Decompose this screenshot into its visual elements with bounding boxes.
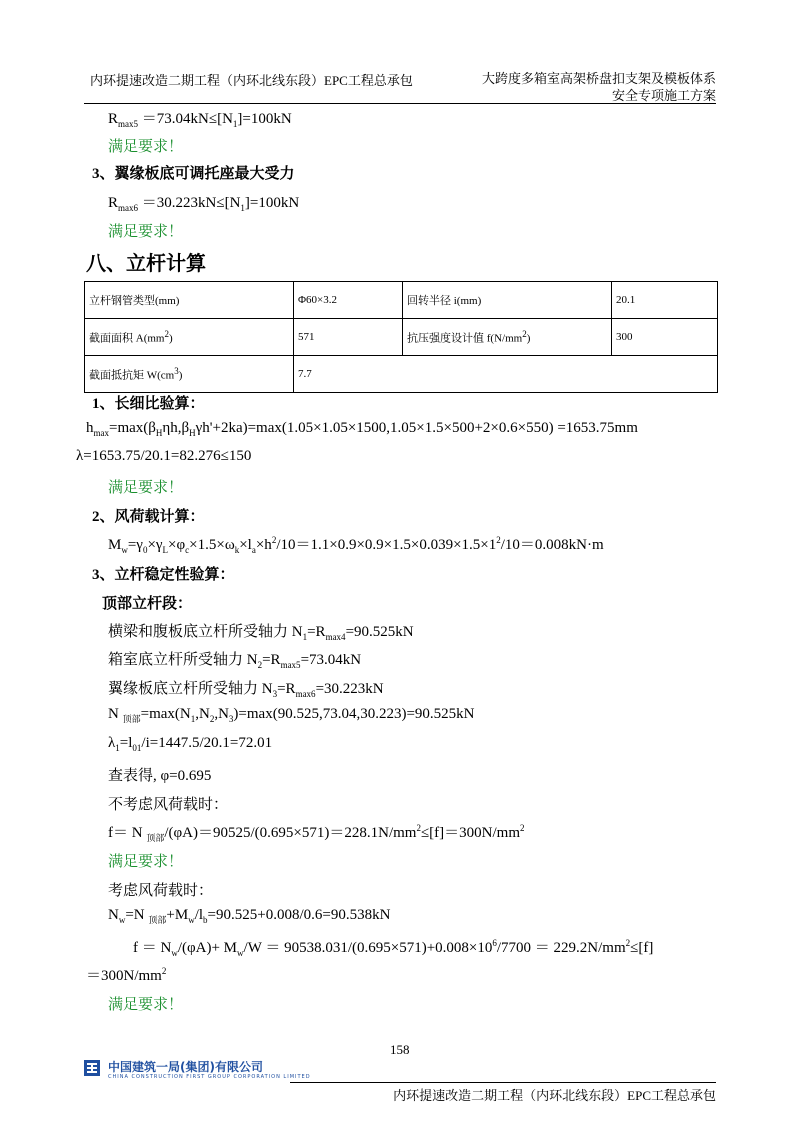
- table-row: [85, 319, 718, 356]
- wind-moment-formula: $M_w=\gamma_0\times\gamma_L\times\varphi_c\times 1.5\times\omega_k\times l_a\times h^2/10=1.1\times 0.9\times 0.9\times 1.5\times 0.039\times 1.5\times 1^2/10=0.008kN\cdot m$: [108, 535, 604, 555]
- footer-rule: [290, 1082, 716, 1083]
- lambda-formula: λ=1653.75/20.1=82.276≤150: [76, 448, 252, 464]
- ok-text-5: 满足要求！: [108, 997, 184, 1013]
- page-number: 158: [390, 1042, 410, 1057]
- n1-line: 横梁和腹板底立杆所受轴力 $N_1=R_{max4}=90.525kN$: [108, 624, 414, 642]
- table-cell: 抗压强度设计值 $f(N/mm^2)$: [403, 319, 612, 356]
- header-rule: [84, 103, 716, 104]
- lambda1-line: $\lambda_1=l_{01}/i=1447.5/20.1=72.01$: [108, 735, 273, 753]
- n2-line: 箱室底立杆所受轴力 $N_2=R_{max5}=73.04kN$: [108, 652, 362, 670]
- table-cell: Φ60×3.2: [294, 282, 403, 319]
- header-left: 内环提速改造二期工程（内环北线东段）EPC工程总承包: [90, 73, 413, 88]
- hmax-formula: $h_{max}=\max(\beta_H\eta h,\beta_H\gamma h'+2ka)=\max(1.05\times 1.05\times 1500,1.05\times 1.5\times 500+2\times 0.6\times 550) =1653.75mm$: [86, 420, 638, 438]
- wind-label: 考虑风荷载时：: [108, 883, 214, 899]
- ok-text-1: 满足要求！: [108, 139, 184, 155]
- n3-line: 翼缘板底立杆所受轴力 $N_3=R_{max6}=30.223kN$: [108, 681, 384, 699]
- table-cell: 截面面积 $A(mm^2)$: [85, 319, 294, 356]
- top-segment-title: 顶部立杆段：: [102, 596, 193, 612]
- table-cell: 回转半径 i(mm): [403, 282, 612, 319]
- table-row: [85, 356, 718, 393]
- table-cell: 20.1: [612, 282, 718, 319]
- company-logo-icon: [84, 1060, 100, 1076]
- ok-text-4: 满足要求！: [108, 854, 184, 870]
- pole-parameter-table: [84, 281, 718, 393]
- ok-text-3: 满足要求！: [108, 480, 184, 496]
- n-top-line: N $_{顶部}=\max(N_1,N_2,N_3)=\max(90.525,73.04,30.223)=90.525kN$: [108, 706, 475, 724]
- company-name: 中国建筑一局(集团)有限公司: [108, 1060, 263, 1074]
- footer-right: 内环提速改造二期工程（内环北线东段）EPC工程总承包: [393, 1088, 716, 1103]
- rmax5-line: $R_{max5} =73.04kN\le[N_1]=100kN$: [108, 111, 292, 129]
- company-name-en: CHINA CONSTRUCTION FIRST GROUP CORPORATION LIMITED: [108, 1074, 311, 1080]
- chapter-heading: 八、立杆计算: [86, 253, 206, 275]
- table-cell: 立杆钢管类型(mm): [85, 282, 294, 319]
- subsection-1-title: 1、长细比验算：: [92, 396, 205, 412]
- no-wind-label: 不考虑风荷载时：: [108, 797, 229, 813]
- header-right: [482, 70, 716, 104]
- ok-text-2: 满足要求！: [108, 224, 184, 240]
- subsection-2-title: 2、风荷载计算：: [92, 509, 205, 525]
- stress-no-wind-formula: f＝ N $_{顶部}/(\varphi A)=90525/(0.695\times 571)=228.1N/mm^2\le[f]=300N/mm^2$: [108, 823, 525, 843]
- table-cell: 300: [612, 319, 718, 356]
- table-row: [85, 282, 718, 319]
- subsection-3-title: 3、立杆稳定性验算：: [92, 567, 235, 583]
- rmax6-line: $R_{max6} =30.223kN\le[N_1]=100kN$: [108, 195, 300, 213]
- table-cell: 571: [294, 319, 403, 356]
- nw-line: $N_w=N$ $_{顶部}+M_w/l_b=90.525+0.008/0.6=90.538kN$: [108, 907, 391, 925]
- stress-wind-formula: $f = N_w/(\varphi A)+ M_w/W = 90538.031/(0.695\times 571)+0.008\times 10^6/7700 = 229.2N/mm^2\le[f]$: [133, 938, 654, 958]
- header-right-line1: 大跨度多箱室高架桥盘扣支架及模板体系: [481, 71, 716, 86]
- stress-wind-formula-cont: $=300N/mm^2$: [86, 966, 167, 984]
- header-right-line2: 安全专项施工方案: [611, 88, 716, 103]
- section-3-title: 3、翼缘板底可调托座最大受力: [92, 166, 295, 182]
- table-cell: 7.7: [294, 356, 718, 393]
- table-cell: 截面抵抗矩 $W(cm^3)$: [85, 356, 294, 393]
- phi-line: 查表得, φ=0.695: [108, 768, 212, 784]
